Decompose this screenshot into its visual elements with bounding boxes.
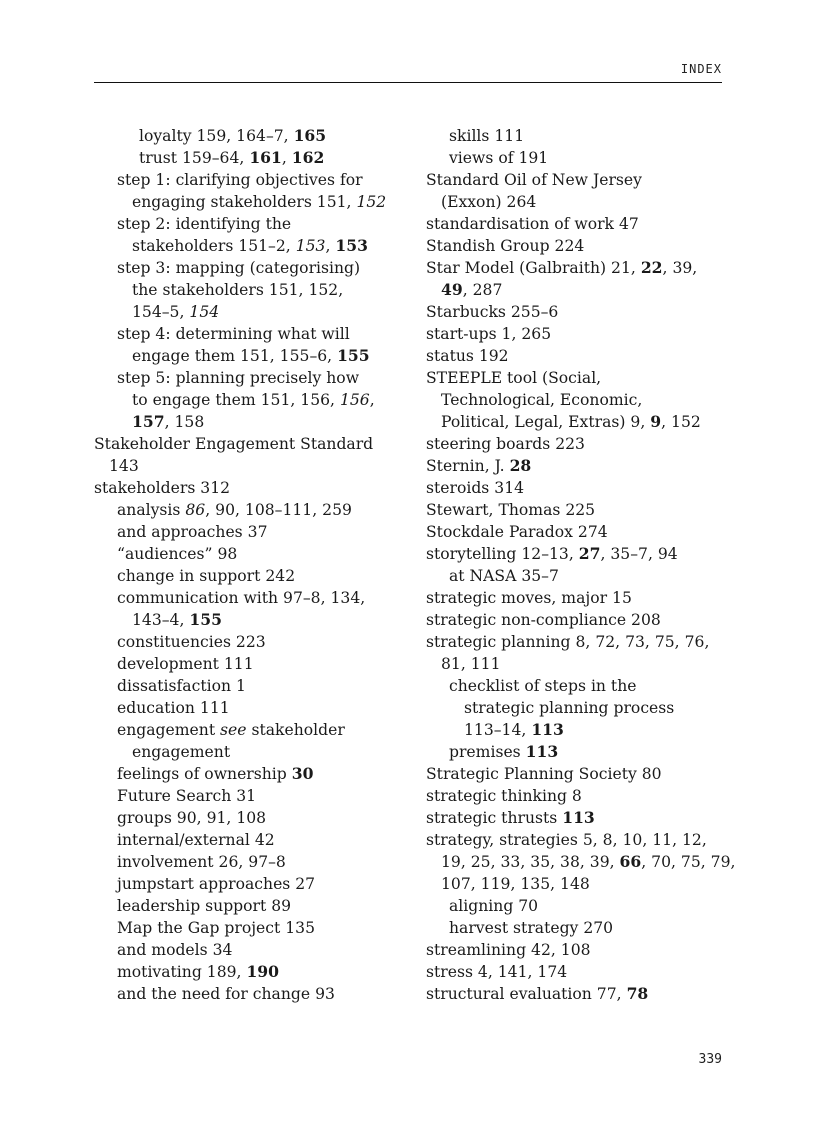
- entry-text: stakeholders 312: [94, 479, 231, 497]
- entry-text: strategic moves, major 15: [426, 589, 632, 607]
- entry-text: Technological, Economic,: [441, 391, 643, 409]
- entry-text: Future Search 31: [117, 787, 257, 805]
- index-entry: [426, 873, 746, 895]
- bold-page-ref: 161: [249, 148, 282, 167]
- entry-text: strategy, strategies 5, 8, 10, 11, 12,: [426, 831, 707, 849]
- index-entry: [426, 455, 746, 477]
- entry-text: structural evaluation 77,: [426, 985, 627, 1003]
- index-column-right: [426, 125, 746, 1005]
- bold-page-ref: 157: [132, 412, 165, 431]
- entry-text: Map the Gap project 135: [117, 919, 315, 937]
- entry-text: 107, 119, 135, 148: [441, 875, 590, 893]
- bold-page-ref: 28: [509, 456, 532, 475]
- entry-text: step 3: mapping (categorising): [117, 259, 361, 277]
- index-entry: [426, 301, 746, 323]
- entry-text: jumpstart approaches 27: [117, 875, 316, 893]
- index-entry: [426, 609, 746, 631]
- index-entry: [94, 917, 414, 939]
- entry-text: engage them 151, 155–6,: [132, 347, 338, 365]
- index-entry: [94, 785, 414, 807]
- bold-page-ref: 27: [578, 544, 601, 563]
- entry-text: steering boards 223: [426, 435, 585, 453]
- entry-text: step 4: determining what will: [117, 325, 350, 343]
- entry-text: trust 159–64,: [139, 149, 250, 167]
- entry-text: at NASA 35–7: [449, 567, 559, 585]
- index-entry: [426, 631, 746, 653]
- index-entry: [94, 719, 414, 741]
- index-entry: [94, 741, 414, 763]
- index-entry: [94, 697, 414, 719]
- entry-text: 143: [109, 457, 139, 475]
- index-entry: [426, 411, 746, 433]
- entry-text: the stakeholders 151, 152,: [132, 281, 344, 299]
- index-entry: [426, 389, 746, 411]
- entry-text: leadership support 89: [117, 897, 292, 915]
- bold-page-ref: 22: [640, 258, 663, 277]
- index-entry: [426, 345, 746, 367]
- index-entry: [94, 895, 414, 917]
- entry-text: dissatisfaction 1: [117, 677, 246, 695]
- index-entry: [94, 301, 414, 323]
- index-entry: [94, 961, 414, 983]
- index-entry: [94, 125, 414, 147]
- index-entry: [94, 763, 414, 785]
- entry-text: , 158: [164, 413, 205, 431]
- index-entry: [426, 477, 746, 499]
- entry-text: standardisation of work 47: [426, 215, 639, 233]
- index-entry: [94, 323, 414, 345]
- index-entry: [426, 125, 746, 147]
- index-entry: [426, 697, 746, 719]
- entry-text: aligning 70: [449, 897, 539, 915]
- entry-text: feelings of ownership: [117, 765, 292, 783]
- index-entry: [426, 829, 746, 851]
- index-entry: [426, 587, 746, 609]
- index-entry: [94, 807, 414, 829]
- index-entry: [426, 719, 746, 741]
- italic-page-ref: 153: [295, 237, 326, 255]
- index-entry: [426, 983, 746, 1005]
- bold-page-ref: 113: [525, 742, 559, 761]
- bold-page-ref: 9: [650, 412, 662, 431]
- index-entry: [94, 367, 414, 389]
- bold-page-ref: 113: [562, 808, 595, 827]
- entry-text: , 287: [462, 281, 503, 299]
- index-entry: [94, 345, 414, 367]
- entry-text: analysis: [117, 501, 186, 519]
- entry-text: step 5: planning precisely how: [117, 369, 360, 387]
- italic-page-ref: 152: [356, 193, 387, 211]
- entry-text: stakeholders 151–2,: [132, 237, 296, 255]
- entry-text: 113–14,: [464, 721, 532, 739]
- index-entry: [426, 917, 746, 939]
- bold-page-ref: 113: [531, 720, 564, 739]
- entry-text: involvement 26, 97–8: [117, 853, 286, 871]
- entry-text: Starbucks 255–6: [426, 303, 559, 321]
- index-entry: [426, 807, 746, 829]
- entry-text: step 2: identifying the: [117, 215, 292, 233]
- entry-text: views of 191: [449, 149, 549, 167]
- entry-text: engagement: [117, 721, 221, 739]
- index-entry: [94, 873, 414, 895]
- index-entry: [426, 653, 746, 675]
- entry-text: and the need for change 93: [117, 985, 335, 1003]
- index-entry: [426, 543, 746, 565]
- entry-text: constituencies 223: [117, 633, 266, 651]
- entry-text: development 111: [117, 655, 254, 673]
- index-entry: [426, 785, 746, 807]
- index-entry: [94, 213, 414, 235]
- entry-text: and models 34: [117, 941, 233, 959]
- italic-page-ref: see: [220, 721, 247, 739]
- index-entry: [426, 235, 746, 257]
- entry-text: 19, 25, 33, 35, 38, 39,: [441, 853, 620, 871]
- index-entry: [94, 477, 414, 499]
- bold-page-ref: 78: [626, 984, 649, 1003]
- entry-text: Strategic Planning Society 80: [426, 765, 662, 783]
- entry-text: , 70, 75, 79,: [641, 853, 736, 871]
- index-entry: [426, 279, 746, 301]
- entry-text: step 1: clarifying objectives for: [117, 171, 363, 189]
- entry-text: 143–4,: [132, 611, 190, 629]
- index-entry: [426, 675, 746, 697]
- running-header: INDEX: [680, 62, 722, 76]
- entry-text: Star Model (Galbraith) 21,: [426, 259, 641, 277]
- index-entry: [426, 147, 746, 169]
- entry-text: STEEPLE tool (Social,: [426, 369, 602, 387]
- entry-text: premises: [449, 743, 526, 761]
- entry-text: motivating 189,: [117, 963, 247, 981]
- index-entry: [426, 191, 746, 213]
- italic-page-ref: 154: [189, 303, 220, 321]
- index-entry: [426, 763, 746, 785]
- index-entry: [426, 433, 746, 455]
- entry-text: strategic planning 8, 72, 73, 75, 76,: [426, 633, 710, 651]
- entry-text: start-ups 1, 265: [426, 325, 552, 343]
- entry-text: internal/external 42: [117, 831, 275, 849]
- bold-page-ref: 190: [246, 962, 280, 981]
- bold-page-ref: 153: [335, 236, 368, 255]
- entry-text: change in support 242: [117, 567, 296, 585]
- index-entry: [94, 521, 414, 543]
- index-entry: [94, 433, 414, 455]
- entry-text: “audiences” 98: [117, 545, 238, 563]
- header-rule: [94, 82, 722, 83]
- entry-text: 81, 111: [441, 655, 501, 673]
- entry-text: loyalty 159, 164–7,: [139, 127, 294, 145]
- entry-text: , 35–7, 94: [600, 545, 678, 563]
- index-entry: [94, 609, 414, 631]
- index-entry: [426, 213, 746, 235]
- index-entry: [426, 939, 746, 961]
- index-entry: [94, 829, 414, 851]
- entry-text: streamlining 42, 108: [426, 941, 591, 959]
- index-entry: [94, 235, 414, 257]
- entry-text: strategic planning process: [464, 699, 675, 717]
- entry-text: steroids 314: [426, 479, 525, 497]
- bold-page-ref: 49: [441, 280, 463, 299]
- page-number: 339: [698, 1052, 722, 1067]
- index-entry: [94, 983, 414, 1005]
- italic-page-ref: 156: [339, 391, 370, 409]
- entry-text: , 152: [661, 413, 701, 431]
- entry-text: strategic thrusts: [426, 809, 563, 827]
- entry-text: Stockdale Paradox 274: [426, 523, 608, 541]
- index-entry: [94, 411, 414, 433]
- entry-text: Stewart, Thomas 225: [426, 501, 596, 519]
- index-entry: [94, 543, 414, 565]
- index-entry: [426, 367, 746, 389]
- entry-text: Standish Group 224: [426, 237, 585, 255]
- bold-page-ref: 30: [291, 764, 314, 783]
- bold-page-ref: 162: [291, 148, 325, 167]
- entry-text: ,: [369, 391, 375, 409]
- bold-page-ref: 66: [619, 852, 642, 871]
- entry-text: engaging stakeholders 151,: [132, 193, 357, 211]
- entry-text: (Exxon) 264: [441, 193, 537, 211]
- entry-text: education 111: [117, 699, 230, 717]
- index-entry: [94, 499, 414, 521]
- index-entry: [94, 169, 414, 191]
- index-entry: [94, 851, 414, 873]
- index-entry: [94, 455, 414, 477]
- entry-text: stakeholder: [246, 721, 345, 739]
- entry-text: Stakeholder Engagement Standard: [94, 435, 374, 453]
- entry-text: , 39,: [662, 259, 698, 277]
- entry-text: engagement: [132, 743, 231, 761]
- index-entry: [94, 147, 414, 169]
- index-entry: [426, 323, 746, 345]
- index-entry: [94, 587, 414, 609]
- index-entry: [426, 169, 746, 191]
- entry-text: communication with 97–8, 134,: [117, 589, 366, 607]
- index-entry: [94, 653, 414, 675]
- entry-text: status 192: [426, 347, 509, 365]
- index-entry: [94, 257, 414, 279]
- index-entry: [426, 521, 746, 543]
- entry-text: to engage them 151, 156,: [132, 391, 340, 409]
- index-entry: [94, 939, 414, 961]
- index-entry: [94, 389, 414, 411]
- entry-text: harvest strategy 270: [449, 919, 614, 937]
- index-entry: [426, 565, 746, 587]
- index-entry: [426, 961, 746, 983]
- bold-page-ref: 155: [337, 346, 370, 365]
- index-entry: [94, 675, 414, 697]
- index-entry: [426, 851, 746, 873]
- entry-text: storytelling 12–13,: [426, 545, 579, 563]
- index-entry: [94, 191, 414, 213]
- index-entry: [94, 279, 414, 301]
- entry-text: 154–5,: [132, 303, 190, 321]
- entry-text: skills 111: [449, 127, 525, 145]
- entry-text: strategic non-compliance 208: [426, 611, 661, 629]
- italic-page-ref: 86: [185, 501, 206, 519]
- index-entry: [426, 741, 746, 763]
- entry-text: checklist of steps in the: [449, 677, 637, 695]
- entry-text: ,: [281, 149, 292, 167]
- entry-text: strategic thinking 8: [426, 787, 582, 805]
- bold-page-ref: 155: [189, 610, 222, 629]
- index-entry: [94, 565, 414, 587]
- index-column-left: [94, 125, 414, 1005]
- entry-text: ,: [325, 237, 336, 255]
- entry-text: and approaches 37: [117, 523, 268, 541]
- entry-text: stress 4, 141, 174: [426, 963, 568, 981]
- bold-page-ref: 165: [293, 126, 327, 145]
- index-entry: [426, 499, 746, 521]
- entry-text: groups 90, 91, 108: [117, 809, 267, 827]
- index-entry: [426, 257, 746, 279]
- entry-text: Standard Oil of New Jersey: [426, 171, 642, 189]
- index-entry: [94, 631, 414, 653]
- entry-text: Political, Legal, Extras) 9,: [441, 413, 651, 431]
- index-entry: [426, 895, 746, 917]
- entry-text: Sternin, J.: [426, 457, 510, 475]
- entry-text: , 90, 108–111, 259: [205, 501, 352, 519]
